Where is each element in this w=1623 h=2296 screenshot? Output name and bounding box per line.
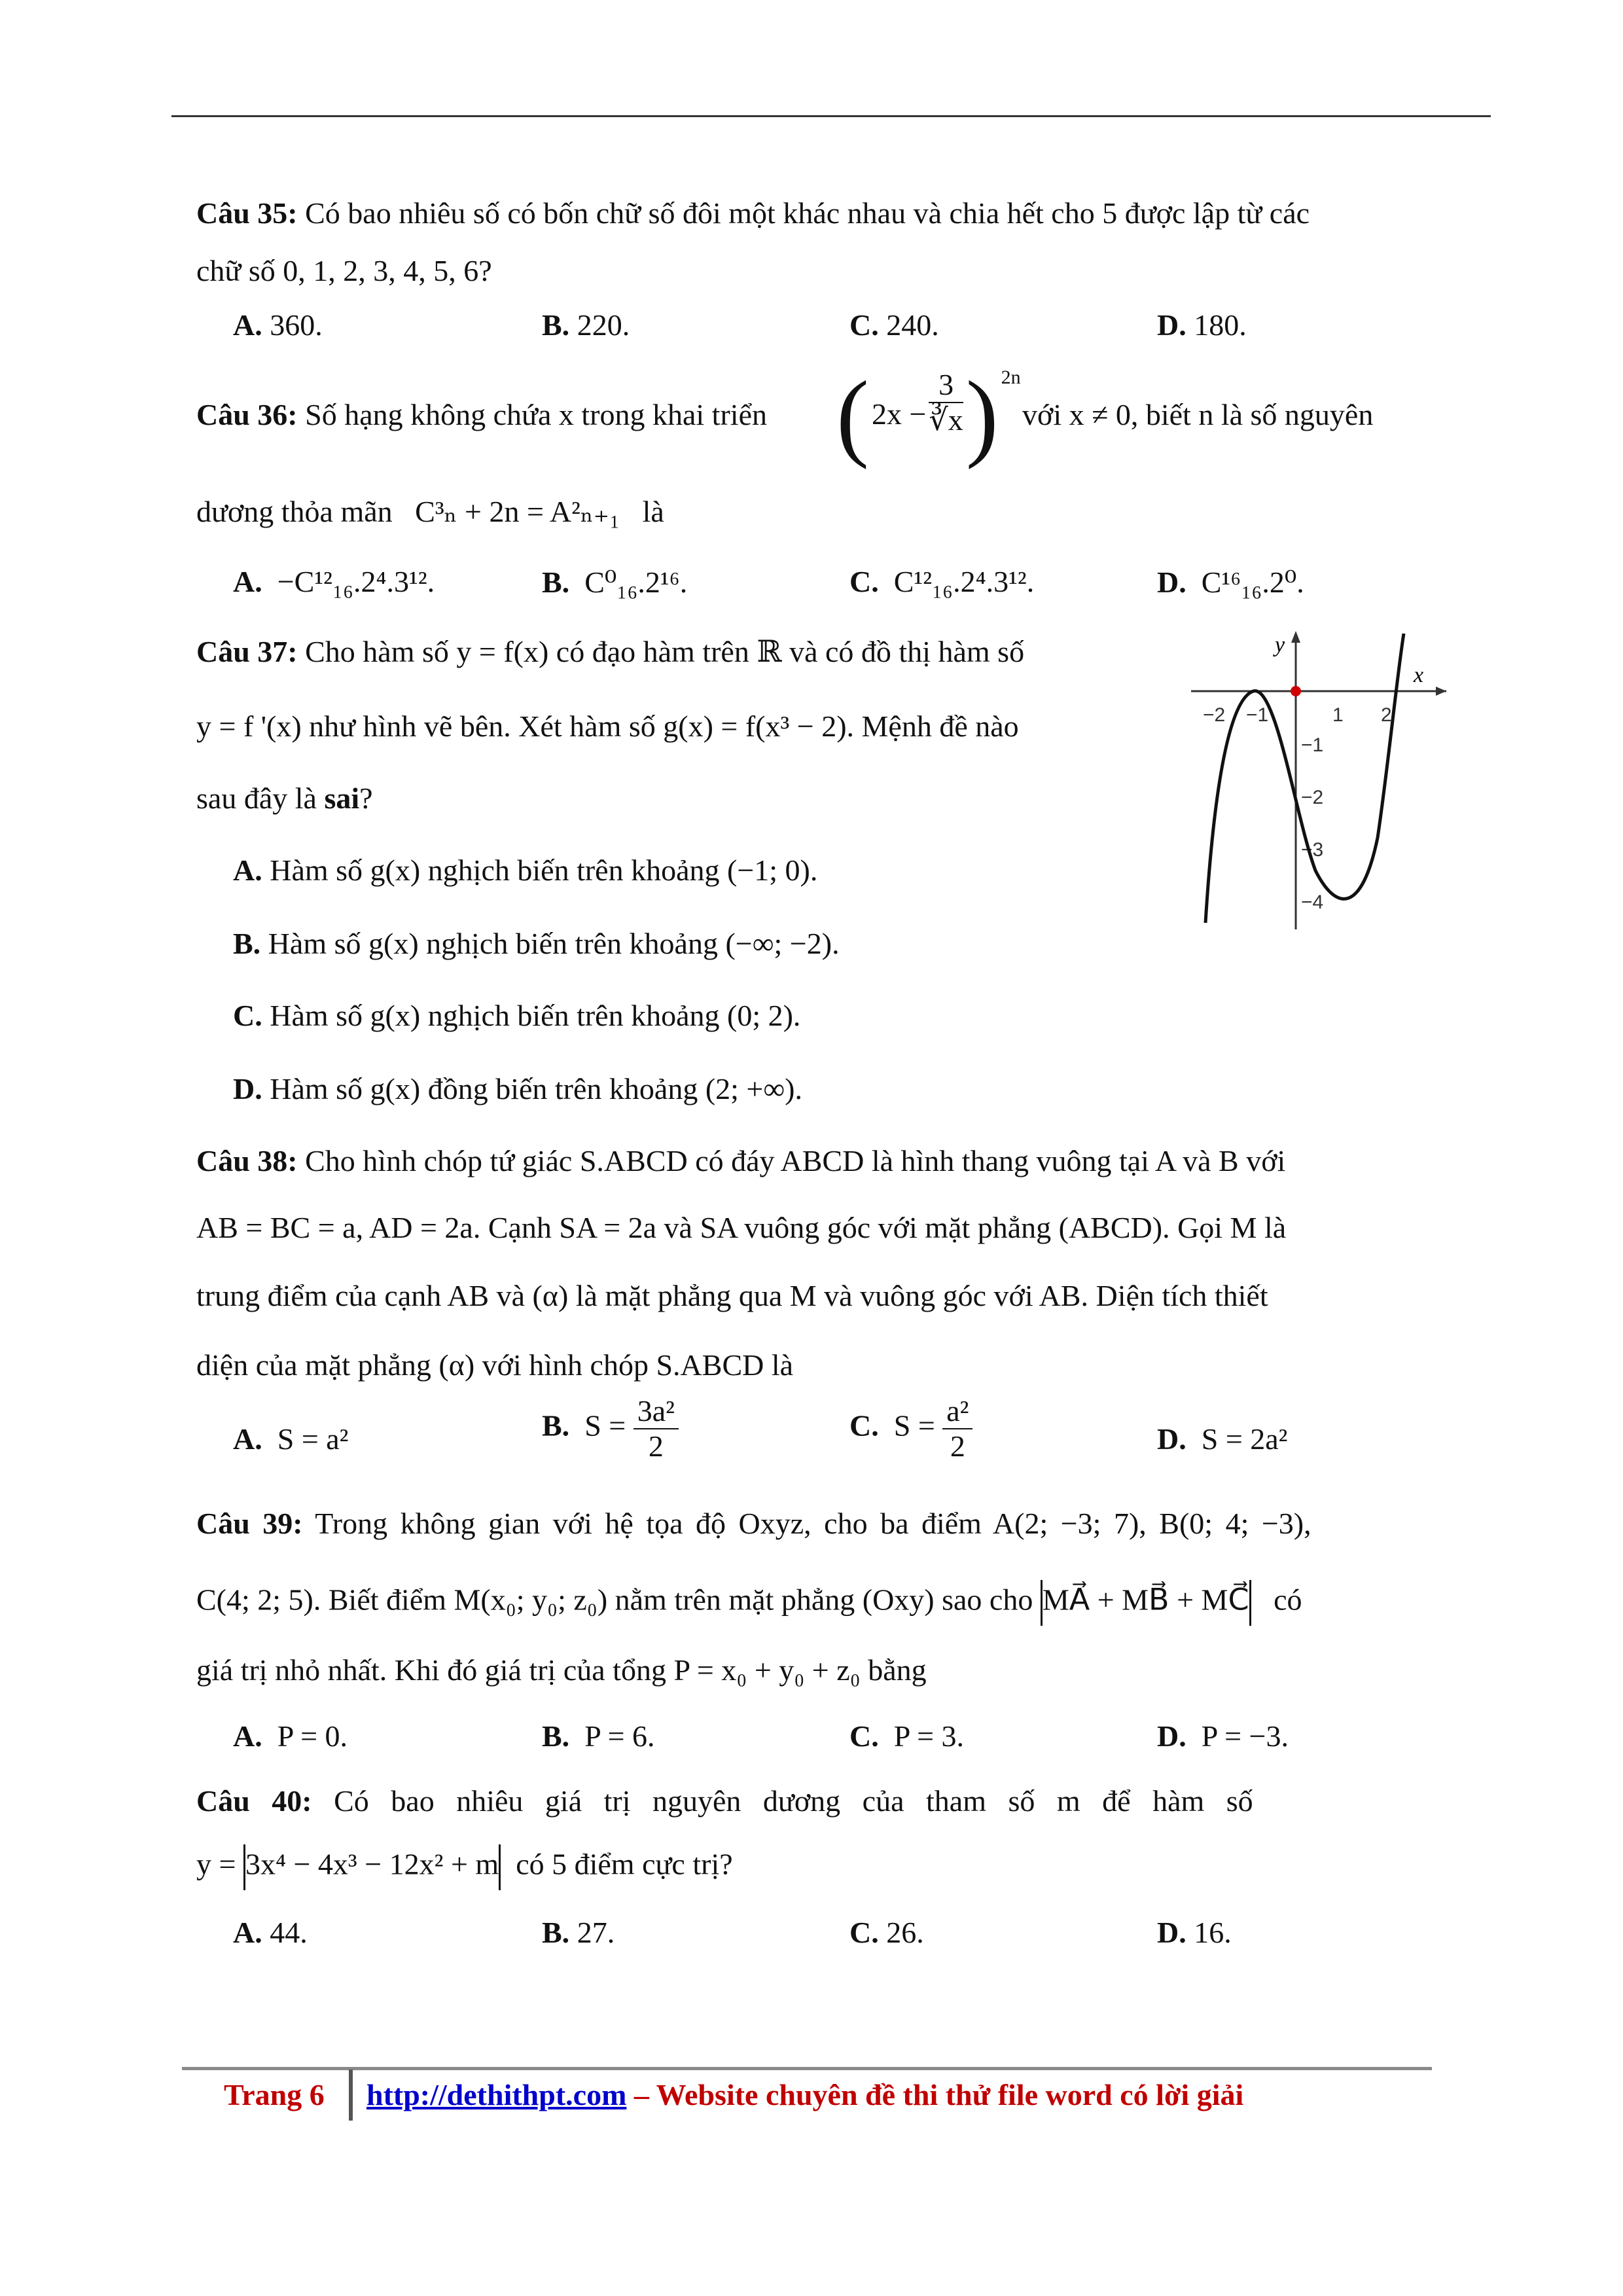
q35-line2: chữ số 0, 1, 2, 3, 4, 5, 6? [196,254,492,287]
header-rule [171,115,1491,117]
q40-option-a[interactable]: A. 44. [233,1916,308,1949]
y-tick-neg3: −3 [1301,839,1324,861]
footer-separator [349,2070,353,2121]
q36-option-d[interactable]: D. C¹⁶₁₆.2⁰. [1157,565,1304,599]
q35-label: Câu 35: [196,196,298,230]
derivative-curve [1205,634,1404,923]
q36-option-c[interactable]: C. C¹²₁₆.2⁴.3¹². [849,565,1035,598]
q38-option-c[interactable]: C. S = $\frac{\text{a²}}{2}$ [849,1394,972,1463]
x-tick-neg1: −1 [1246,704,1269,726]
q38-option-b[interactable]: B. S = $\frac{\text{3a²}}{2}$ [542,1394,679,1463]
q36-option-b[interactable]: B. C⁰₁₆.2¹⁶. [542,565,688,599]
footer-tagline: – Website chuyên đề thi thử file word có lời giải [633,2078,1244,2111]
y-tick-neg2: −2 [1301,787,1324,808]
y-axis-arrow [1291,631,1300,643]
q36-condition: C³ₙ + 2n = A²ₙ₊₁ [415,495,620,528]
q36-option-a[interactable]: A. −C¹²₁₆.2⁴.3¹². [233,565,435,598]
q40-line1: Câu 40: Có bao nhiêu giá trị nguyên dương của tham số m để hàm số [196,1784,1253,1818]
x-tick-1: 1 [1332,704,1344,726]
q35-option-a[interactable]: A. 360. [233,308,323,342]
derivative-graph [1178,622,1453,936]
q39-option-d[interactable]: D. P = −3. [1157,1719,1289,1753]
origin-marker [1291,686,1301,696]
page-number: Trang 6 [224,2078,325,2111]
q36-line2: dương thỏa mãn C³ₙ + 2n = A²ₙ₊₁ là [196,495,664,528]
q40-line2: y = 3x⁴ − 4x³ − 12x² + m có 5 điểm cực trị? [196,1844,733,1890]
footer-rule [182,2067,1432,2070]
q35-option-b[interactable]: B. 220. [542,308,630,342]
q38-line2: AB = BC = a, AD = 2a. Cạnh SA = 2a và SA vuông góc với mặt phẳng (ABCD). Gọi M là [196,1211,1287,1244]
q37-option-b[interactable]: B. Hàm số g(x) nghịch biến trên khoảng (−∞; −2). [233,927,840,960]
q39-line3: giá trị nhỏ nhất. Khi đó giá trị của tổng P = x₀ + y₀ + z₀ bằng [196,1653,927,1687]
q37-option-d[interactable]: D. Hàm số g(x) đồng biến trên khoảng (2; +∞). [233,1072,802,1105]
q40-option-b[interactable]: B. 27. [542,1916,615,1949]
q37-option-c[interactable]: C. Hàm số g(x) nghịch biến trên khoảng (0; 2). [233,999,801,1032]
q38-option-a[interactable]: A. S = a² [233,1422,349,1456]
q35-option-c[interactable]: C. 240. [849,308,939,342]
q40-option-d[interactable]: D. 16. [1157,1916,1232,1949]
q39-line2: C(4; 2; 5). Biết điểm M(x₀; y₀; z₀) nằm trên mặt phẳng (Oxy) sao cho MA⃗ + MB⃗ + MC⃗ có [196,1580,1302,1626]
q36-line1: Câu 36: Số hạng không chứa x trong khai triển [196,398,767,431]
q39-option-b[interactable]: B. P = 6. [542,1719,655,1753]
x-axis-label: x [1414,663,1424,687]
x-axis-arrow [1436,687,1446,696]
q39-line1: Câu 39: Trong không gian với hệ tọa độ Oxyz, cho ba điểm A(2; −3; 7), B(0; 4; −3), [196,1507,1311,1540]
x-tick-neg2: −2 [1203,704,1226,726]
x-tick-2: 2 [1381,704,1392,726]
q39-vector-sum: MA⃗ + MB⃗ + MC⃗ [1042,1583,1249,1617]
q40-option-c[interactable]: C. 26. [849,1916,924,1949]
q36-expression: ( 2x − $\frac{3}{∛x}$ ) 2n [836,361,1021,470]
y-axis-label: y [1275,633,1285,657]
q39-option-c[interactable]: C. P = 3. [849,1719,965,1753]
q38-line4: diện của mặt phẳng (α) với hình chóp S.ABCD là [196,1348,794,1382]
q35-line1: Câu 35: Có bao nhiêu số có bốn chữ số đôi một khác nhau và chia hết cho 5 được lập từ các [196,196,1310,230]
footer-text [366,2077,1243,2112]
q36-line1-tail: với x ≠ 0, biết n là số nguyên [1022,398,1374,431]
q35-option-d[interactable]: D. 180. [1157,308,1247,342]
y-tick-neg4: −4 [1301,891,1324,913]
q38-line3: trung điểm của cạnh AB và (α) là mặt phẳng qua M và vuông góc với AB. Diện tích thiết [196,1279,1268,1312]
q37-line3: sau đây là sai? [196,781,373,815]
y-tick-neg1: −1 [1301,734,1324,756]
q40-function: 3x⁴ − 4x³ − 12x² + m [245,1847,499,1881]
q37-option-a[interactable]: A. Hàm số g(x) nghịch biến trên khoảng (−1; 0). [233,853,818,887]
q38-line1: Câu 38: Cho hình chóp tứ giác S.ABCD có đáy ABCD là hình thang vuông tại A và B với [196,1144,1286,1177]
q37-line1: Câu 37: Cho hàm số y = f(x) có đạo hàm trên ℝ và có đồ thị hàm số [196,635,1025,668]
q37-line2: y = f '(x) như hình vẽ bên. Xét hàm số g(x) = f(x³ − 2). Mệnh đề nào [196,709,1019,743]
website-link[interactable]: http://dethithpt.com [366,2078,627,2111]
q39-option-a[interactable]: A. P = 0. [233,1719,348,1753]
q38-option-d[interactable]: D. S = 2a² [1157,1422,1288,1456]
